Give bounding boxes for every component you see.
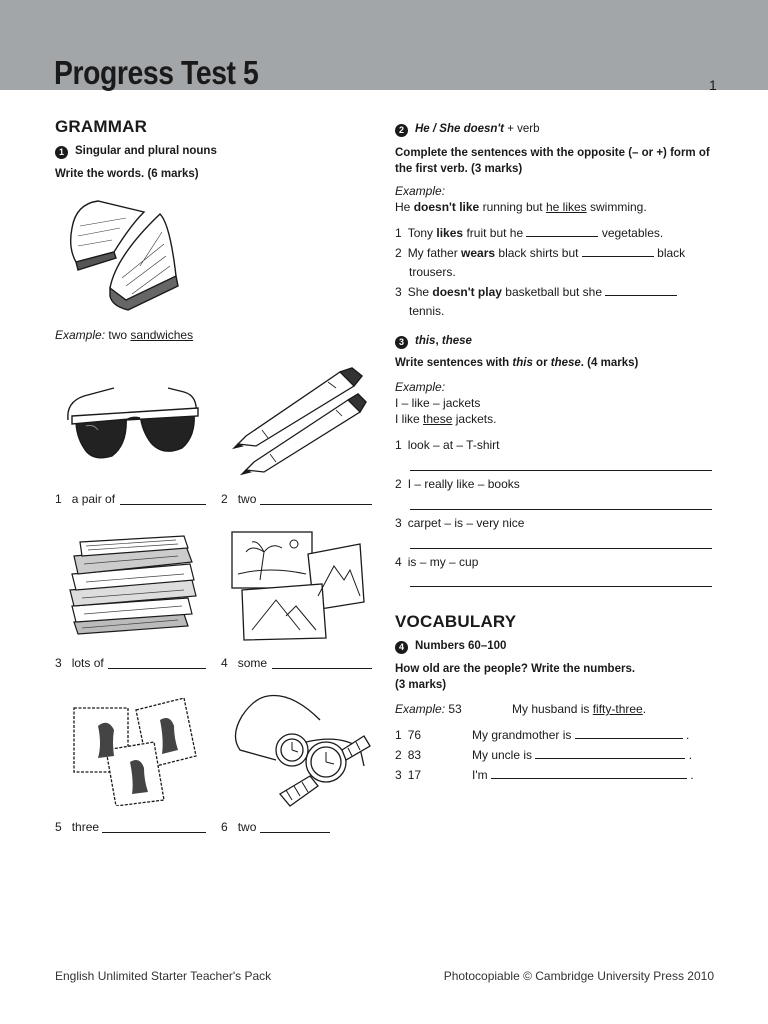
q3-answer-line-2[interactable] xyxy=(410,509,712,510)
q2-item-post: vegetables. xyxy=(601,226,664,240)
q3-instr-or: or xyxy=(536,357,548,369)
q4-example-num: 53 xyxy=(448,702,462,716)
q1-item-1 xyxy=(55,492,115,506)
q1-item-4 xyxy=(221,656,267,670)
q2-item-3 xyxy=(395,284,715,300)
q2-item-pre: My father xyxy=(407,246,458,260)
q1-item-3 xyxy=(55,656,104,670)
q2-instruction: Complete the sentences with the opposite (– or +) form of the first verb. (3 marks) xyxy=(395,147,710,175)
page-number: 1 xyxy=(709,77,717,93)
q2-example-label: Example: xyxy=(395,184,446,198)
q1-example-pre: two xyxy=(108,328,128,342)
q4-ex-pre: My husband is xyxy=(512,702,590,716)
q3-instr-post: . (4 marks) xyxy=(580,357,639,369)
item-text: lots of xyxy=(71,656,104,670)
item-number: 1 xyxy=(55,492,62,506)
q2-title-rest: + verb xyxy=(507,123,540,135)
q3-instr-this: this xyxy=(512,357,533,369)
q3-item-4 xyxy=(395,554,478,570)
item-text: My grandmother is xyxy=(472,728,572,742)
item-number: 2 xyxy=(395,246,402,260)
item-age: 83 xyxy=(407,748,422,762)
stamps-image xyxy=(72,696,198,806)
q2-item-verb: wears xyxy=(461,246,496,260)
q3-title-sep: , xyxy=(435,335,439,347)
q1-instruction: Write the words. (6 marks) xyxy=(55,168,199,180)
q4-example xyxy=(395,701,462,717)
footer-right: Photocopiable © Cambridge University Press 2010 xyxy=(443,969,714,983)
q2-ex-bold: doesn't like xyxy=(413,200,480,214)
q4-instruction-1: How old are the people? Write the numbers. xyxy=(395,663,636,675)
item-text: look – at – T-shirt xyxy=(407,438,500,452)
q2-item-verb: doesn't play xyxy=(432,285,502,299)
q4-title xyxy=(395,640,506,654)
q2-item-2 xyxy=(395,245,715,261)
q1-title xyxy=(55,145,217,159)
q4-item-3-sentence: I'm . xyxy=(472,768,694,782)
q2-answer-blank-2[interactable] xyxy=(582,245,654,257)
q3-title-b: these xyxy=(441,335,472,347)
q4-item-1-sentence: My grandmother is . xyxy=(472,728,690,742)
item-text: I – really like – books xyxy=(407,477,520,491)
item-number: 1 xyxy=(395,728,402,742)
q1-answer-line-6[interactable] xyxy=(260,832,330,833)
q1-item-6 xyxy=(221,820,256,834)
q2-ex-pre: He xyxy=(395,200,411,214)
q2-ex-mid: running but xyxy=(482,200,543,214)
q3-ex2-answer: these xyxy=(423,412,453,426)
item-number: 4 xyxy=(221,656,228,670)
item-number: 3 xyxy=(395,516,402,530)
q2-item-3-cont: tennis. xyxy=(409,304,445,318)
q2-ex-post: swimming. xyxy=(590,200,647,214)
q4-title-text: Numbers 60–100 xyxy=(415,640,507,652)
q3-title-a: this xyxy=(415,335,436,347)
sunglasses-image xyxy=(64,386,200,464)
q1-example-label: Example: xyxy=(55,328,106,342)
q3-item-1 xyxy=(395,437,500,453)
q3-answer-line-3[interactable] xyxy=(410,548,712,549)
q1-example xyxy=(55,327,193,343)
q4-item-2 xyxy=(395,747,421,763)
item-number: 6 xyxy=(221,820,228,834)
q4-instruction-2: (3 marks) xyxy=(395,679,447,691)
q3-number: 3 xyxy=(395,336,408,349)
item-text: My uncle is xyxy=(472,748,533,762)
q3-answer-line-4[interactable] xyxy=(410,586,712,587)
q2-item-mid: black shirts but xyxy=(498,246,579,260)
q4-answer-blank-2[interactable] xyxy=(535,747,685,759)
q3-item-2 xyxy=(395,476,520,492)
q4-example-sentence: My husband is fifty-three. xyxy=(512,702,647,716)
item-text: three xyxy=(71,820,100,834)
item-number: 4 xyxy=(395,555,402,569)
item-number: 2 xyxy=(221,492,228,506)
q3-ex2-post: jackets. xyxy=(455,412,497,426)
watches-image xyxy=(230,690,372,810)
item-number: 2 xyxy=(395,477,402,491)
q2-item-post: black xyxy=(657,246,686,260)
q3-example-line1: I – like – jackets xyxy=(395,396,481,410)
q4-ex-answer: fifty-three xyxy=(592,702,643,716)
q2-ex-answer: he likes xyxy=(545,200,587,214)
q1-item-5 xyxy=(55,820,99,834)
q4-item-2-sentence: My uncle is . xyxy=(472,748,693,762)
q2-item-1 xyxy=(395,225,715,241)
item-age: 76 xyxy=(407,728,422,742)
q4-number: 4 xyxy=(395,641,408,654)
grammar-heading: GRAMMAR xyxy=(55,117,148,136)
q1-answer-line-5[interactable] xyxy=(102,832,206,833)
q1-number: 1 xyxy=(55,146,68,159)
q4-answer-blank-1[interactable] xyxy=(575,727,683,739)
item-number: 3 xyxy=(55,656,62,670)
q2-item-verb: likes xyxy=(436,226,464,240)
item-number: 1 xyxy=(395,438,402,452)
q4-answer-blank-3[interactable] xyxy=(491,767,687,779)
footer-left: English Unlimited Starter Teacher's Pack xyxy=(55,969,272,983)
q2-item-2-cont: trousers. xyxy=(409,265,456,279)
postcards-image xyxy=(230,530,366,642)
q2-item-pre: Tony xyxy=(407,226,434,240)
q3-ex2-pre: I like xyxy=(395,412,420,426)
q2-number: 2 xyxy=(395,124,408,137)
item-text: is – my – cup xyxy=(407,555,479,569)
q1-answer-line-3[interactable] xyxy=(108,668,206,669)
item-text: two xyxy=(237,492,257,506)
q1-title-text: Singular and plural nouns xyxy=(75,145,217,157)
item-text: a pair of xyxy=(71,492,116,506)
q3-instr-these: these xyxy=(550,357,581,369)
q3-instruction xyxy=(395,357,638,369)
q4-example-label: Example: xyxy=(395,702,446,716)
q3-title xyxy=(395,335,472,349)
q3-instr-pre: Write sentences with xyxy=(395,357,510,369)
item-text: carpet – is – very nice xyxy=(407,516,525,530)
vocabulary-heading: VOCABULARY xyxy=(395,612,517,631)
q3-example-line2 xyxy=(395,411,496,427)
q1-answer-line-2[interactable] xyxy=(260,504,372,505)
item-number: 1 xyxy=(395,226,402,240)
q2-answer-blank-1[interactable] xyxy=(526,225,598,237)
item-number: 3 xyxy=(395,285,402,299)
q2-example xyxy=(395,199,647,215)
item-number: 3 xyxy=(395,768,402,782)
q3-example-label: Example: xyxy=(395,380,446,394)
q2-item-mid: basketball but she xyxy=(505,285,603,299)
q2-item-pre: She xyxy=(407,285,430,299)
item-text: two xyxy=(237,820,257,834)
q4-item-3 xyxy=(395,767,421,783)
item-number: 2 xyxy=(395,748,402,762)
pens-image xyxy=(232,364,368,476)
item-text: some xyxy=(237,656,268,670)
newspapers-image xyxy=(66,534,200,640)
q2-answer-blank-3[interactable] xyxy=(605,284,677,296)
q1-answer-line-4[interactable] xyxy=(272,668,372,669)
q1-example-answer: sandwiches xyxy=(130,328,194,342)
q3-item-3 xyxy=(395,515,524,531)
sandwich-image xyxy=(66,196,196,314)
q3-answer-line-1[interactable] xyxy=(410,470,712,471)
item-text: I'm xyxy=(472,768,488,782)
page-title: Progress Test 5 xyxy=(54,54,259,91)
q2-title-italic: He / She doesn't xyxy=(415,123,505,135)
q1-answer-line-1[interactable] xyxy=(120,504,206,505)
q4-item-1 xyxy=(395,727,421,743)
q2-title xyxy=(395,123,540,137)
item-age: 17 xyxy=(407,768,422,782)
q2-item-mid: fruit but he xyxy=(466,226,524,240)
item-number: 5 xyxy=(55,820,62,834)
q1-item-2 xyxy=(221,492,256,506)
